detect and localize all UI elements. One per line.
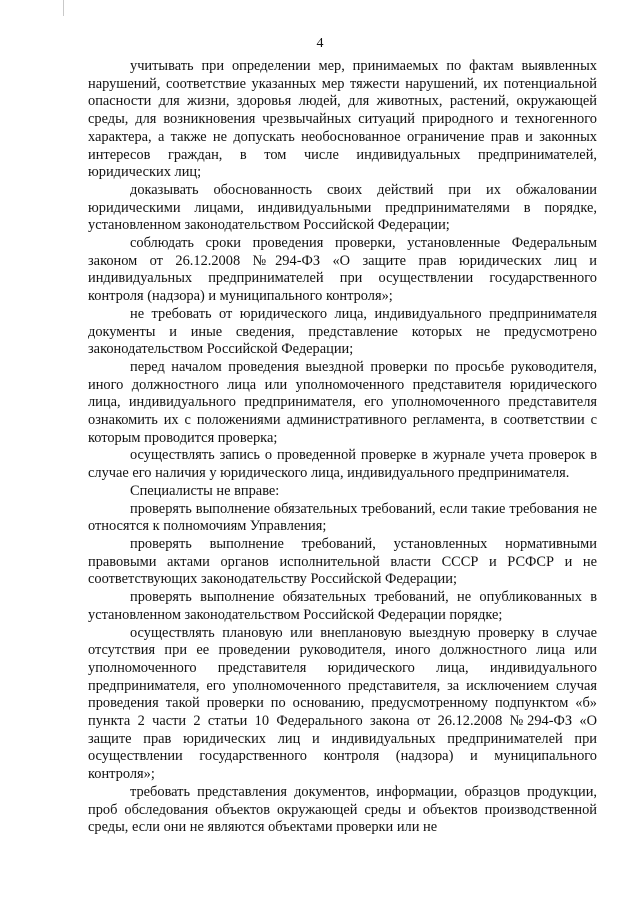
- paragraph: перед началом проведения выездной проверки по просьбе руководителя, иного должностного лица или уполномоченного представителя юридического лица, индивидуального предпринимателя, его уполномоченного представителя ознакомить их с положениями административного регламента, в соответствии с которым проводится проверка;: [88, 358, 597, 446]
- paragraph: требовать представления документов, информации, образцов продукции, проб обследования объектов окружающей среды и объектов производственной среды, если они не являются объектами проверки или не: [88, 783, 597, 836]
- paragraph: проверять выполнение обязательных требований, если такие требования не относятся к полномочиям Управления;: [88, 500, 597, 535]
- paragraph: осуществлять плановую или внеплановую выездную проверку в случае отсутствия при ее проведении руководителя, иного должностного лица или уполномоченного представителя юридического лица, индивидуального предпринимателя, его уполномоченного представителя, за исключением случая проведения такой проверки по основанию, предусмотренному подпунктом «б» пункта 2 части 2 статьи 10 Федерального закона от 26.12.2008 №294-ФЗ «О защите прав юридических лиц и индивидуальных предпринимателей при осуществлении государственного контроля (надзора) и муниципального контроля»;: [88, 624, 597, 783]
- paragraph: проверять выполнение обязательных требований, не опубликованных в установленном законодательством Российской Федерации порядке;: [88, 589, 597, 623]
- section-heading: Специалисты не вправе:: [130, 482, 280, 499]
- paragraph: соблюдать сроки проведения проверки, установленные Федеральным законом от 26.12.2008 №294-ФЗ «О защите прав юридических лиц и индивидуальных предпринимателей при осуществлении государственного контроля (надзора) и муниципального контроля»;: [88, 235, 597, 305]
- scan-edge-mark: [63, 0, 64, 16]
- document-body: [88, 58, 597, 837]
- page-number: 4: [316, 36, 324, 51]
- paragraph: доказывать обоснованность своих действий при их обжаловании юридическими лицами, индивидуальными предпринимателями в порядке, установленном законодательством Российской Федерации;: [88, 181, 597, 234]
- paragraph: не требовать от юридического лица, индивидуального предпринимателя документы и иные сведения, представление которых не предусмотрено законодательством Российской Федерации;: [88, 305, 597, 358]
- paragraph: осуществлять запись о проведенной проверке в журнале учета проверок в случае его наличия у юридического лица, индивидуального предпринимателя.: [88, 447, 597, 482]
- paragraph: учитывать при определении мер, принимаемых по фактам выявленных нарушений, соответствие указанных мер тяжести нарушений, их потенциальной опасности для жизни, здоровья людей, для животных, растений, окружающей среды, для возникновения чрезвычайных ситуаций природного и техногенного характера, а также не допускать необоснованное ограничение прав и законных интересов граждан, в том числе индивидуальных предпринимателей, юридических лиц;: [88, 58, 597, 181]
- paragraph: проверять выполнение требований, установленных нормативными правовыми актами органов исполнительной власти СССР и РСФСР и не соответствующих законодательству Российской Федерации;: [88, 535, 597, 588]
